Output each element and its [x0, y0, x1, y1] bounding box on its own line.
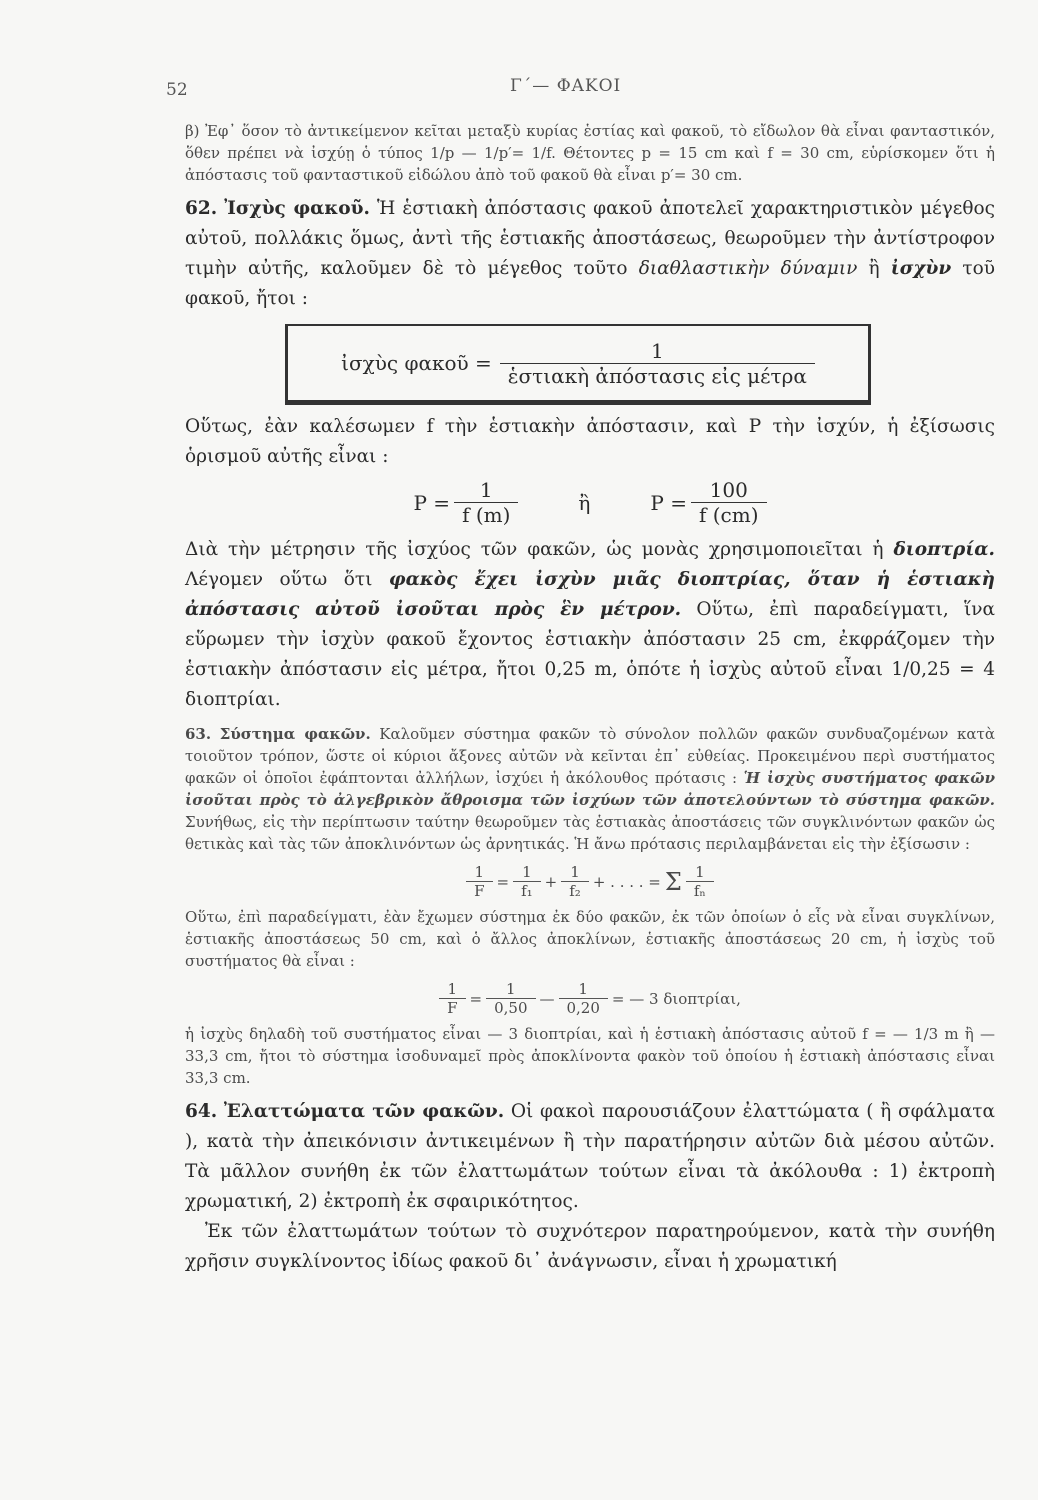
power-definition-box	[285, 324, 871, 402]
sum-sigma: Σ	[664, 867, 682, 896]
sum-num-F: 1	[474, 863, 485, 881]
section-62	[185, 194, 995, 314]
page-body	[185, 120, 995, 1277]
sum-num-f1: 1	[522, 863, 532, 881]
ex-minus-sign: —	[539, 989, 555, 1008]
section-62-text-3: τοῦ φακοῦ, ἤτοι :	[185, 258, 995, 309]
eq2-fraction	[691, 478, 767, 527]
diopter-paragraph	[185, 535, 995, 715]
paragraph-b: β) Ἐφ᾽ ὅσον τὸ ἀντικείμενον κεῖται μεταξὺ κυρίας ἑστίας καὶ φακοῦ, τὸ εἴδωλον θὰ εἶναι φανταστικόν, ὅθεν πρέπει νὰ ἰσχύῃ ὁ τύπος 1/p — 1/p′= 1/f. Θέτοντες p = 15 cm καὶ f = 30 cm, εὑρίσκομεν ὅτι ἡ ἀπόστασις τοῦ φανταστικοῦ εἰδώλου ἀπὸ τοῦ φακοῦ θὰ εἶναι p′= 30 cm.	[185, 122, 995, 184]
sum-plus-sign: +	[544, 872, 558, 891]
section-63-number: 63.	[185, 725, 212, 743]
eq2-numerator: 100	[709, 478, 748, 502]
ex-num-1: 1	[506, 980, 516, 998]
ex-den-1: 0,50	[486, 998, 535, 1017]
sum-den-f2: f₂	[561, 881, 589, 900]
ex-num-F: 1	[447, 980, 458, 998]
ex-den-2: 0,20	[559, 998, 608, 1017]
ex-num-2: 1	[578, 980, 588, 998]
system-result-text: ἡ ἰσχὺς δηλαδὴ τοῦ συστήματος εἶναι — 3 διοπτρίαι, καὶ ἡ ἑστιακὴ ἀπόστασις αὐτοῦ f = — 1/3 m ἢ — 33,3 cm, ἤτοι τὸ σύστημα ἰσοδυναμεῖ πρὸς ἀποκλίνοντα φακὸν τοῦ ὁποίου ἡ ἑστιακὴ ἀπόστασις εἶναι 33,3 cm.	[185, 1025, 995, 1087]
sum-num-f2: 1	[570, 863, 580, 881]
ex-eq-sign: =	[469, 989, 483, 1008]
sum-den-fn: fₙ	[686, 881, 714, 900]
box-numerator: 1	[650, 338, 664, 363]
ex-result: = — 3 διοπτρίαι,	[611, 989, 741, 1008]
term-diopter: διοπτρία.	[893, 539, 995, 560]
section-64	[185, 1097, 995, 1217]
sum-num-fn: 1	[695, 863, 705, 881]
sum-den-f1: f₁	[513, 881, 541, 900]
eq1-numerator: 1	[479, 478, 493, 502]
eq2-denominator: f (cm)	[691, 502, 767, 527]
running-title: Γ΄— ΦΑΚΟΙ	[510, 76, 622, 96]
diopter-text-2: Λέγομεν οὕτω ὅτι	[185, 569, 389, 590]
sum-dots: + . . . . =	[592, 872, 661, 891]
box-denominator: ἑστιακὴ ἀπόστασις εἰς μέτρα	[500, 363, 815, 388]
example-equation	[185, 980, 995, 1017]
section-62-text-1: Ἡ ἑστιακὴ ἀπόστασις φακοῦ ἀποτελεῖ χαρακτηριστικὸν μέγεθος αὐτοῦ, πολλάκις ὅμως, ἀντὶ τῆς ἑστιακῆς ἀποστάσεως, θεωροῦμεν τὴν ἀντίστροφον τιμὴν αὐτῆς, καλοῦμεν δὲ τὸ μέγεθος τοῦτο	[185, 198, 995, 279]
after-box-text: Οὕτως, ἐὰν καλέσωμεν f τὴν ἑστιακὴν ἀπόστασιν, καὶ P τὴν ἰσχύν, ἡ ἐξίσωσις ὁρισμοῦ αὐτῆς εἶναι :	[185, 416, 995, 467]
diopter-definition: φακὸς ἔχει ἰσχὺν μιᾶς διοπτρίας, ὅταν ἡ ἑστιακὴ ἀπόστασις αὐτοῦ ἰσοῦται πρὸς ἓν μέτρον.	[185, 569, 995, 620]
sum-den-F: F	[466, 881, 492, 900]
eq2-lhs: P =	[650, 490, 687, 515]
ex-den-F: F	[439, 998, 465, 1017]
box-fraction	[500, 339, 815, 388]
term-refractive-power: διαθλαστικὴν δύναμιν	[638, 258, 858, 279]
section-63-title: Σύστημα φακῶν.	[219, 725, 371, 743]
sum-eq-sign: =	[496, 872, 510, 891]
section-63	[185, 723, 995, 855]
eq1-lhs: P =	[413, 490, 451, 515]
box-lhs: ἰσχὺς φακοῦ =	[341, 351, 492, 375]
section-63-text-1: Καλοῦμεν σύστημα φακῶν τὸ σύνολον πολλῶν φακῶν συνδυαζομένων κατὰ τοιοῦτον τρόπον, ὥστε οἱ κύριοι ἄξονες αὐτῶν νὰ κεῖνται ἐπ᾽ εὐθείας. Προκειμένου περὶ συστήματος φακῶν οἱ ὁποῖοι ἐφάπτονται ἀλλήλων, ἰσχύει ἡ ἀκόλουθος πρότασις :	[185, 725, 995, 787]
section-64-number: 64.	[185, 1101, 218, 1122]
example-text: Οὕτω, ἐπὶ παραδείγματι, ἐὰν ἔχωμεν σύστημα ἐκ δύο φακῶν, ἐκ τῶν ὁποίων ὁ εἷς νὰ εἶναι συγκλίνων, ἑστιακῆς ἀποστάσεως 50 cm, καὶ ὁ ἄλλος ἀποκλίνων, ἑστιακῆς ἀποστάσεως 20 cm, ἡ ἰσχὺς τοῦ συστήματος θὰ εἶναι :	[185, 908, 995, 970]
page-header	[0, 72, 1038, 102]
power-equations	[185, 478, 995, 527]
diopter-text-1: Διὰ τὴν μέτρησιν τῆς ἰσχύος τῶν φακῶν, ὡς μονὰς χρησιμοποιεῖται ἡ	[185, 539, 894, 560]
sum-equation	[185, 863, 995, 900]
diopter-text-3: Οὕτω, ἐπὶ παραδείγματι, ἵνα εὕρωμεν τὴν ἰσχὺν φακοῦ ἔχοντος ἑστιακὴν ἀπόστασιν 25 cm, ἐκφράζομεν τὴν ἑστιακὴν ἀπόστασιν εἰς μέτρα, ἤτοι 0,25 m, ὁπότε ἡ ἰσχὺς αὐτοῦ εἶναι 1/0,25 = 4 διοπτρίαι.	[185, 599, 995, 710]
eq-or: ἢ	[578, 490, 591, 515]
section-64-title: Ἐλαττώματα τῶν φακῶν.	[223, 1101, 505, 1122]
page-number: 52	[166, 80, 188, 100]
section-62-number: 62.	[185, 198, 218, 219]
term-power: ἰσχὺν	[890, 258, 952, 279]
eq1-denominator: f (m)	[454, 502, 518, 527]
section-63-text-2: Συνήθως, εἰς τὴν περίπτωσιν ταύτην θεωροῦμεν τὰς ἑστιακὰς ἀποστάσεις τῶν συγκλινόντων φακῶν ὡς θετικὰς καὶ τὰς τῶν ἀποκλινόντων ὡς ἀρνητικάς. Ἡ ἄνω πρότασις περιλαμβάνεται εἰς τὴν ἐξίσωσιν :	[185, 813, 995, 853]
lens-system-proposition: Ἡ ἰσχὺς συστήματος φακῶν ἰσοῦται πρὸς τὸ ἀλγεβρικὸν ἄθροισμα τῶν ἰσχύων τῶν ἀποτελούντων τὸ σύστημα φακῶν.	[185, 769, 995, 809]
section-62-text-2: ἢ	[857, 258, 891, 279]
section-62-title: Ἰσχὺς φακοῦ.	[224, 198, 370, 219]
section-64-text-1: Οἱ φακοὶ παρουσιάζουν ἐλαττώματα ( ἢ σφάλματα ), κατὰ τὴν ἀπεικόνισιν ἀντικειμένων ἢ τὴν παρατήρησιν αὐτῶν διὰ μέσου αὐτῶν. Τὰ μᾶλλον συνήθη ἐκ τῶν ἐλαττωμάτων τούτων εἶναι τὰ ἀκόλουθα : 1) ἐκτροπὴ χρωματική, 2) ἐκτροπὴ ἐκ σφαιρικότητος.	[185, 1101, 995, 1212]
section-64-text-2: Ἐκ τῶν ἐλαττωμάτων τούτων τὸ συχνότερον παρατηρούμενον, κατὰ τὴν συνήθη χρῆσιν συγκλίνοντος ἰδίως φακοῦ δι᾽ ἀνάγνωσιν, εἶναι ἡ χρωματική	[185, 1221, 995, 1272]
eq1-fraction	[454, 478, 518, 527]
